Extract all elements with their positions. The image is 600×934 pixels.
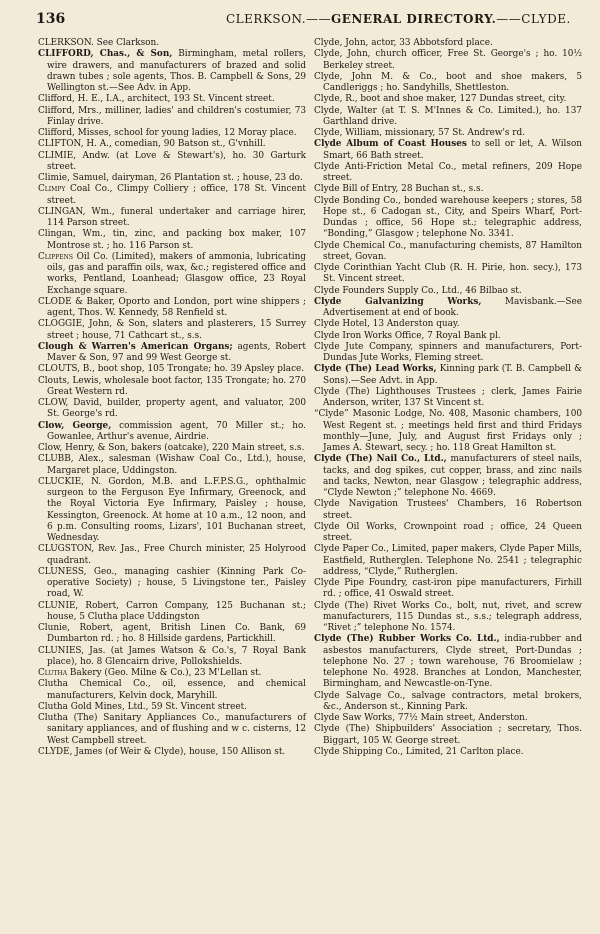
- entry-text: Clyde, William, missionary, 57 St. Andrew's rd.: [314, 128, 526, 138]
- entry-text: Clyde, John M. & Co., boot and shoe makers, 5 Candleriggs ; ho. Sandyhills, Shettleston.: [314, 71, 582, 93]
- entry-text: Coal Co., Climpy Colliery ; office, 178 St. Vincent street.: [47, 184, 306, 206]
- directory-entry: [38, 477, 306, 545]
- entry-text: CLUNIES, Jas. (at James Watson & Co.'s, 7 Royal Bank place), ho. 8 Glencairn drive, Pollokshields.: [38, 645, 306, 667]
- running-title-right: CLYDE.: [521, 12, 571, 26]
- entry-text: CLYDE, James (of Weir & Clyde), house, 150 Allison st.: [38, 746, 286, 757]
- running-title-left: CLERKSON.: [226, 12, 307, 26]
- entry-text: CLUCKIE, N. Gordon, M.B. and L.F.P.S.G., ophthalmic surgeon to the Ferguson Eye Infirmary, Greenock, and the Royal Victoria Eye Infirmary, Paisley ; house, Kessington, Greenock. At home at 10 a.m., 12 noon, and 6 p.m. Consulting rooms, Lizars', 101 Buchanan street, Wednesday.: [38, 476, 306, 543]
- entry-text: Birmingham, metal rollers, wire drawers, and manufacturers of brazed and solid drawn tubes ; sole agents, Thos. B. Campbell & Sons, 29 Wellington st.—See Adv. in App.: [47, 49, 306, 93]
- entry-text: CLUNIE, Robert, Carron Company, 125 Buchanan st.; house, 5 Clutha place Uddingston: [38, 600, 306, 622]
- entry-text: See Clarkson.: [93, 38, 160, 48]
- entry-heading: Clough & Warren's American Organs;: [38, 341, 233, 352]
- entry-text: CLOUTS, B., boot shop, 105 Trongate; ho. 39 Apsley place.: [38, 364, 305, 375]
- directory-entry: [314, 331, 582, 342]
- directory-entry: [38, 702, 306, 713]
- directory-entry: [314, 522, 582, 545]
- directory-entry: [314, 454, 582, 499]
- entry-text: Kinning park (T. B. Campbell & Sons).—See Advt. in App.: [323, 364, 582, 386]
- entry-heading: Clyde Album of Coast Houses: [314, 139, 467, 150]
- directory-entry: [38, 623, 306, 646]
- entry-text: Clunie, Robert, agent, British Linen Co. Bank, 69 Dumbarton rd. ; ho. 8 Hillside gardens, Partickhill.: [38, 623, 306, 645]
- entry-heading: Clyde Galvanizing Works,: [314, 296, 482, 307]
- entry-text: agents, Robert Maver & Son, 97 and 99 West George st.: [47, 341, 306, 363]
- entry-text: Oil Co. (Limited), makers of ammonia, lubricating oils, gas and paraffin oils, wax, &c.; registered office and works, Pentland, Loanhead; Glasgow office, 23 Royal Exchange square.: [47, 251, 306, 296]
- entry-text: Clyde (The) Rivet Works Co., bolt, nut, rivet, and screw manufacturers, 115 Dundas st., s.s.; telegraph address, “Rivet ;” telephone No. 1574.: [314, 600, 582, 633]
- entry-heading: CLERKSON.: [38, 38, 94, 48]
- directory-entry: [314, 364, 582, 387]
- directory-entry: [314, 342, 582, 365]
- directory-entry: [314, 578, 582, 601]
- directory-entry: [38, 646, 306, 669]
- entry-text: Clyde Pipe Foundry, cast-iron pipe manufacturers, Firhill rd. ; office, 41 Oswald street.: [314, 578, 582, 600]
- entry-text: CLODE & Baker, Oporto and London, port wine shippers ; agent, Thos. W. Kennedy, 58 Renfield st.: [38, 296, 306, 318]
- directory-entry: [314, 128, 582, 139]
- directory-entry: [38, 94, 306, 105]
- entry-text: Clyde, John, church officer, Free St. George's ; ho. 10½ Berkeley street.: [314, 49, 582, 71]
- directory-entry: [38, 421, 306, 444]
- directory-entry: [314, 94, 582, 105]
- entry-text: Clow, Henry, & Son, bakers (oatcake), 220 Main street, s.s.: [38, 443, 305, 453]
- directory-entry: [38, 364, 306, 375]
- entry-text: Clyde Jute Company, spinners and manufacturers, Port-Dundas Jute Works, Fleming street.: [314, 341, 582, 363]
- page-header: [36, 8, 584, 30]
- entry-text: Clyde Chemical Co., manufacturing chemists, 87 Hamilton street, Govan.: [314, 240, 582, 262]
- directory-entry: [314, 139, 582, 162]
- entry-heading: Clyde (The) Nail Co., Ltd.,: [314, 454, 447, 465]
- directory-entry: [38, 128, 306, 139]
- entry-text: Clifford, H. E., I.A., architect, 193 St. Vincent street.: [38, 94, 275, 105]
- directory-entry: [314, 634, 582, 690]
- entry-text: india-rubber and asbestos manufacturers, Clyde street, Port-Dundas ; telephone No. 27 ; town warehouse, 76 Broomielaw ; telephone No. 4928. Branches at London, Manchester, Birmingham, and Newcastle-on-Tyne.: [323, 634, 582, 690]
- directory-entry: [38, 106, 306, 129]
- directory-entry: [38, 342, 306, 365]
- directory-entry: [314, 691, 582, 714]
- entry-heading: Clyde (The) Rubber Works Co. Ltd.,: [314, 634, 500, 645]
- entry-text: Clingan, Wm., tin, zinc, and packing box maker, 107 Montrose st. ; ho. 116 Parson st.: [38, 229, 306, 251]
- directory-entry: [38, 151, 306, 174]
- directory-entry: [38, 567, 306, 601]
- entry-text: “Clyde” Masonic Lodge, No. 408, Masonic chambers, 100 West Regent st. ; meetings held first and third Fridays monthly—June, July, and August first Fridays only ; James A. Stewart, secy. ; ho. 118 Great Hamilton st.: [314, 409, 582, 453]
- directory-entry: [314, 601, 582, 635]
- directory-entry: [314, 297, 582, 320]
- directory-entry: [314, 72, 582, 95]
- entry-heading: Clutha: [38, 668, 68, 678]
- left-column: [38, 38, 306, 758]
- directory-entry: [314, 747, 582, 758]
- entry-text: Clyde Iron Works Office, 7 Royal Bank pl.: [314, 330, 501, 341]
- directory-entry: [38, 601, 306, 624]
- directory-entry: [314, 241, 582, 264]
- directory-entry: [314, 286, 582, 297]
- directory-entry: [314, 38, 582, 49]
- directory-entry: [38, 38, 306, 49]
- entry-text: Clyde, John, actor, 33 Abbotsford place.: [314, 38, 493, 48]
- directory-entry: [38, 679, 306, 702]
- entry-text: Clyde Bonding Co., bonded warehouse keepers ; stores, 58 Hope st., 6 Cadogan st., City, and Speirs Wharf, Port-Dundas ; office, 56 Hope st.; telegraphic address, “Bonding,” Glasgow ; telephone No. 3341.: [314, 195, 582, 240]
- running-title: CLERKSON.——GENERAL DIRECTORY.——CLYDE.: [226, 12, 571, 26]
- directory-entry: [38, 229, 306, 252]
- directory-entry: [38, 139, 306, 150]
- directory-entry: [38, 173, 306, 184]
- entry-text: Clyde Anti-Friction Metal Co., metal refiners, 209 Hope street.: [314, 161, 582, 183]
- entry-text: Clyde Bill of Entry, 28 Buchan st., s.s.: [314, 184, 484, 195]
- entry-text: Clifford, Misses, school for young ladies, 12 Moray place.: [38, 128, 297, 138]
- entry-text: CLUGSTON, Rev. Jas., Free Church minister, 25 Holyrood quadrant.: [38, 544, 306, 566]
- entry-text: Clifford, Mrs., milliner, ladies' and children's costumier, 73 Finlay drive.: [38, 105, 306, 127]
- entry-text: Clyde Oil Works, Crownpoint road ; office, 24 Queen street.: [314, 521, 582, 543]
- entry-text: CLINGAN, Wm., funeral undertaker and carriage hirer, 114 Parson street.: [38, 206, 306, 228]
- directory-entry: [38, 319, 306, 342]
- entry-text: CLUBB, Alex., salesman (Wishaw Coal Co., Ltd.), house, Margaret place, Uddingston.: [38, 454, 306, 476]
- running-title-center: GENERAL DIRECTORY.: [331, 12, 497, 26]
- entry-text: CLOW, David, builder, property agent, and valuator, 200 St. George's rd.: [38, 398, 306, 420]
- entry-text: Clutha Chemical Co., oil, essence, and chemical manufacturers, Kelvin dock, Maryhill.: [38, 679, 306, 701]
- entry-text: Clyde, R., boot and shoe maker, 127 Dundas street, city.: [314, 94, 567, 105]
- entry-text: Clyde (The) Shipbuilders' Association ; secretary, Thos. Biggart, 105 W. George street.: [314, 724, 582, 746]
- directory-entry: [38, 184, 306, 207]
- directory-entry: [38, 376, 306, 399]
- entry-heading: Clyde (The) Lead Works,: [314, 364, 437, 375]
- directory-entry: [314, 263, 582, 286]
- entry-text: CLUNESS, Geo., managing cashier (Kinning Park Co-operative Society) ; house, 5 Livingstone ter., Paisley road, W.: [38, 566, 306, 600]
- entry-text: Clouts, Lewis, wholesale boot factor, 135 Trongate; ho. 270 Great Western rd.: [38, 375, 306, 397]
- entry-text: to sell or let, A. Wilson Smart, 66 Bath street.: [323, 139, 583, 161]
- directory-entry: [38, 443, 306, 454]
- directory-entry: [38, 713, 306, 747]
- directory-entry: [38, 544, 306, 567]
- entry-heading: Clippens: [38, 251, 73, 262]
- entry-text: Climie, Samuel, dairyman, 26 Plantation st. ; house, 23 do.: [38, 173, 303, 183]
- entry-text: Clyde Salvage Co., salvage contractors, metal brokers, &c., Anderson st., Kinning Park.: [314, 690, 582, 712]
- entry-text: Clyde (The) Lighthouses Trustees ; clerk, James Fairie Anderson, writer, 137 St Vincent st.: [314, 386, 582, 408]
- directory-entry: [38, 297, 306, 320]
- entry-text: Clyde Navigation Trustees' Chambers, 16 Robertson street.: [314, 499, 582, 521]
- entry-text: Mavisbank.—See Advertisement at end of book.: [323, 296, 583, 318]
- directory-entry: [38, 454, 306, 477]
- directory-entry: [38, 252, 306, 297]
- entry-text: commission agent, 70 Miller st.; ho. Gowanlee, Arthur's avenue, Airdrie.: [47, 420, 307, 442]
- directory-entry: [314, 196, 582, 241]
- directory-entry: [314, 49, 582, 72]
- entry-text: CLOGGIE, John, & Son, slaters and plasterers, 15 Surrey street ; house, 71 Cathcart st., s.s.: [38, 319, 306, 341]
- directory-entry: [314, 544, 582, 578]
- entry-heading: CLIFFORD, Chas., & Son,: [38, 49, 173, 60]
- directory-entry: [314, 162, 582, 185]
- entry-text: Clyde Hotel, 13 Anderston quay.: [314, 319, 460, 330]
- directory-entry: [314, 106, 582, 129]
- directory-entry: [314, 724, 582, 747]
- directory-entry: [314, 184, 582, 195]
- entry-text: manufacturers of steel nails, tacks, and dog spikes, cut copper, brass, and zinc nails and tacks, Newton, near Glasgow ; telegraphic address, “Clyde Newton ;” telephone No. 4669.: [323, 454, 582, 498]
- directory-entry: [38, 49, 306, 94]
- directory-entry: [38, 747, 306, 758]
- entry-text: Clyde Shipping Co., Limited, 21 Carlton place.: [314, 746, 524, 757]
- entry-text: Bakery (Geo. Milne & Co.), 23 M'Lellan st.: [67, 668, 262, 678]
- entry-text: CLIMIE, Andw. (at Love & Stewart's), ho. 30 Garturk street.: [38, 150, 306, 172]
- entry-text: Clyde Founders Supply Co., Ltd., 46 Bilbao st.: [314, 285, 522, 296]
- directory-entry: [38, 398, 306, 421]
- directory-entry: [314, 387, 582, 410]
- directory-entry: [314, 713, 582, 724]
- directory-entry: [314, 409, 582, 454]
- entry-text: Clutha (The) Sanitary Appliances Co., manufacturers of sanitary appliances, and of flushing and w c. cisterns, 12 West Campbell street.: [38, 713, 306, 746]
- entry-text: Clyde, Walter (at T. S. M'Innes & Co. Limited.), ho. 137 Garthland drive.: [314, 105, 582, 127]
- directory-entry: [314, 499, 582, 522]
- entry-text: Clyde Saw Works, 77½ Main street, Anderston.: [314, 713, 528, 723]
- entry-heading: Clow, George,: [38, 420, 112, 431]
- right-column: [314, 38, 582, 758]
- entry-text: Clyde Corinthian Yacht Club (R. H. Pirie, hon. secy.), 173 St. Vincent street.: [314, 263, 582, 285]
- entry-text: Clutha Gold Mines, Ltd., 59 St. Vincent street.: [38, 701, 247, 712]
- entry-heading: Climpy: [38, 184, 66, 195]
- directory-entry: [314, 319, 582, 330]
- directory-entry: [38, 668, 306, 679]
- page-number: 136: [36, 11, 66, 27]
- entry-text: CLIFTON, H. A., comedian, 90 Batson st., G'vnhill.: [38, 139, 266, 150]
- entry-text: Clyde Paper Co., Limited, paper makers, Clyde Paper Mills, Eastfield, Rutherglen. Telephone No. 2541 ; telegraphic address, “Clyde,” Rutherglen.: [314, 544, 582, 577]
- directory-entry: [38, 207, 306, 230]
